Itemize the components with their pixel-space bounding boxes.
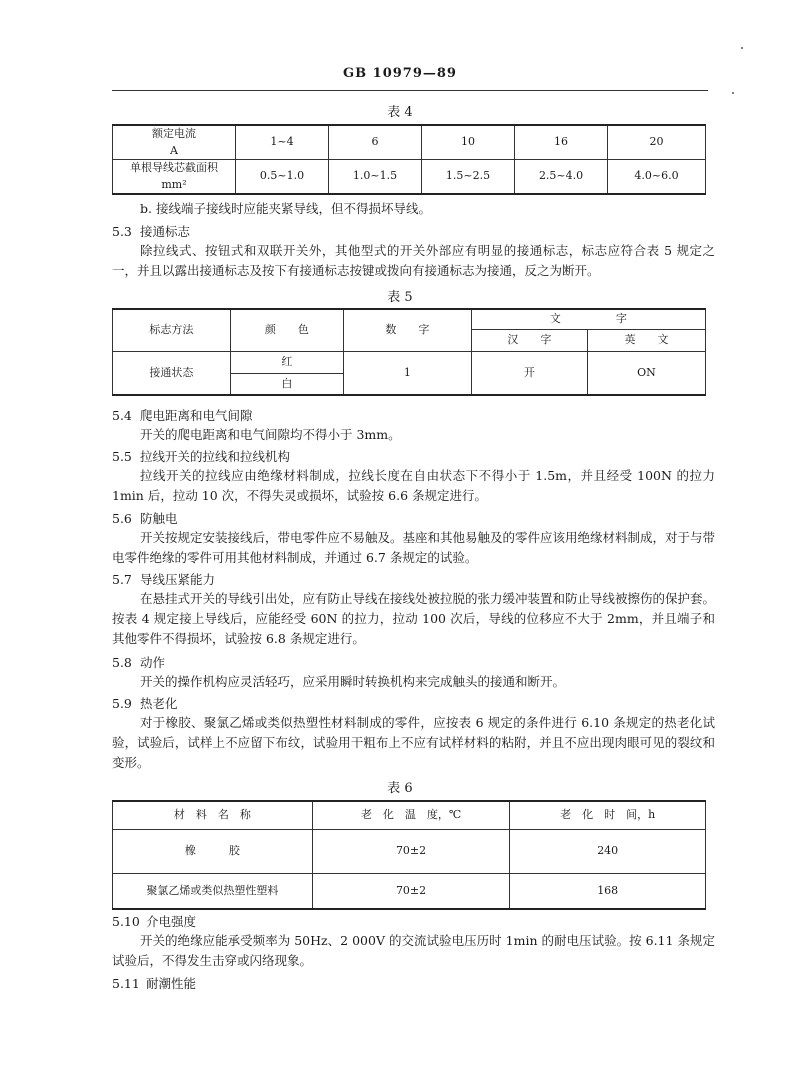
table5-english: ON — [587, 351, 705, 395]
table-row — [113, 873, 706, 909]
scan-speck — [741, 47, 743, 49]
table5-color-white: 白 — [230, 373, 343, 395]
clause-b: b. 接线端子接线时应能夹紧导线，但不得损坏导线。 — [140, 201, 431, 216]
table-row — [113, 829, 706, 873]
table5 — [112, 308, 706, 396]
standard-number: GB 10979—89 — [343, 66, 457, 81]
table4-cell: 10 — [422, 125, 515, 160]
table6-caption: 表 6 — [387, 781, 413, 796]
table4-cell: 1~4 — [236, 125, 329, 160]
table5-caption: 表 5 — [387, 290, 413, 305]
section-5-7-body: 在悬挂式开关的导线引出处，应有防止导线在接线处被拉脱的张力缓冲装置和防止导线被擦伤的保护套。按表 4 规定接上导线后，应能经受 60N 的拉力，拉动 100 次后，导线的位移应不大于 2mm，并且端子和其他零件不得损坏，试验按 6.8 条规定进行。 — [112, 591, 716, 646]
table5-row-label: 接通状态 — [113, 351, 231, 395]
table5-header-method: 标志方法 — [113, 309, 231, 351]
table4-cell: 4.0~6.0 — [608, 160, 706, 195]
table5-number: 1 — [343, 351, 471, 395]
section-5-7-heading: 5.7 导线压紧能力 — [112, 572, 216, 587]
section-5-9-heading: 5.9 热老化 — [112, 696, 178, 711]
section-5-10-body: 开关的绝缘应能承受频率为 50Hz、2 000V 的交流试验电压历时 1min 的耐电压试验。按 6.11 条规定试验后，不得发生击穿或闪络现象。 — [112, 933, 715, 968]
section-5-5-body: 拉线开关的拉线应由绝缘材料制成，拉线长度在自由状态下不得小于 1.5m，并且经受 100N 的拉力 1min 后，拉动 10 次，不得失灵或损坏，试验按 6.6 条规定进行。 — [112, 468, 715, 503]
table5-header-color: 颜 色 — [230, 309, 343, 351]
section-5-8-heading: 5.8 动作 — [112, 655, 166, 670]
table4-cell: 1.0~1.5 — [329, 160, 422, 195]
table5-color-red: 红 — [230, 351, 343, 373]
section-5-4-body: 开关的爬电距离和电气间隙均不得小于 3mm。 — [140, 427, 401, 442]
table6-material: 聚氯乙烯或类似热塑性塑料 — [113, 873, 313, 909]
table5-header-chinese: 汉 字 — [471, 329, 587, 351]
table4-cell: 6 — [329, 125, 422, 160]
table4-row2-label: 单根导线芯截面积 mm² — [113, 160, 236, 195]
table6-header-temp: 老 化 温 度，℃ — [312, 801, 510, 829]
table-row — [113, 309, 706, 329]
table5-header-number: 数 字 — [343, 309, 471, 351]
table6-temp: 70±2 — [312, 873, 510, 909]
table6 — [112, 800, 706, 910]
section-5-3-body: 除拉线式、按钮式和双联开关外，其他型式的开关外部应有明显的接通标志，标志应符合表 5 规定之一，并且以露出接通标志及按下有接通标志按键或拨向有接通标志为接通，反之为断开。 — [112, 243, 715, 278]
table-row — [113, 351, 706, 373]
table-row — [113, 801, 706, 829]
table6-header-material: 材 料 名 称 — [113, 801, 313, 829]
section-5-3-heading: 5.3 接通标志 — [112, 224, 191, 239]
table4-caption: 表 4 — [387, 105, 413, 120]
table5-header-text: 文 字 — [471, 309, 705, 329]
table4-row1-label: 额定电流 A — [113, 125, 236, 160]
table4-cell: 2.5~4.0 — [515, 160, 608, 195]
table4 — [112, 124, 706, 195]
table5-header-english: 英 文 — [587, 329, 705, 351]
section-5-6-heading: 5.6 防触电 — [112, 511, 178, 526]
scan-speck — [732, 92, 734, 94]
table6-time: 168 — [510, 873, 706, 909]
section-5-11-heading: 5.11 耐潮性能 — [112, 976, 197, 991]
table6-time: 240 — [510, 829, 706, 873]
table-row — [113, 160, 706, 195]
section-5-8-body: 开关的操作机构应灵活轻巧，应采用瞬时转换机构来完成触头的接通和断开。 — [140, 674, 566, 689]
section-5-5-heading: 5.5 拉线开关的拉线和拉线机构 — [112, 449, 291, 464]
table6-temp: 70±2 — [312, 829, 510, 873]
table5-chinese: 开 — [471, 351, 587, 395]
section-5-6-body: 开关按规定安装接线后，带电零件应不易触及。基座和其他易触及的零件应该用绝缘材料制成，对于与带电零件绝缘的零件可用其他材料制成，并通过 6.7 条规定的试验。 — [112, 530, 716, 565]
table6-material: 橡 胶 — [113, 829, 313, 873]
section-5-9-body: 对于橡胶、聚氯乙烯或类似热塑性材料制成的零件，应按表 6 规定的条件进行 6.10 条规定的热老化试验，试验后，试样上不应留下布纹，试验用干粗布上不应有试样材料的粘附，并且不应出现肉眼可见的裂纹和变形。 — [112, 715, 715, 770]
table-row — [113, 125, 706, 160]
section-5-10-heading: 5.10 介电强度 — [112, 914, 197, 929]
table4-cell: 1.5~2.5 — [422, 160, 515, 195]
section-5-4-heading: 5.4 爬电距离和电气间隙 — [112, 408, 253, 423]
table4-cell: 16 — [515, 125, 608, 160]
header-rule — [112, 90, 708, 91]
table6-header-time: 老 化 时 间，h — [510, 801, 706, 829]
table4-cell: 0.5~1.0 — [236, 160, 329, 195]
table4-cell: 20 — [608, 125, 706, 160]
